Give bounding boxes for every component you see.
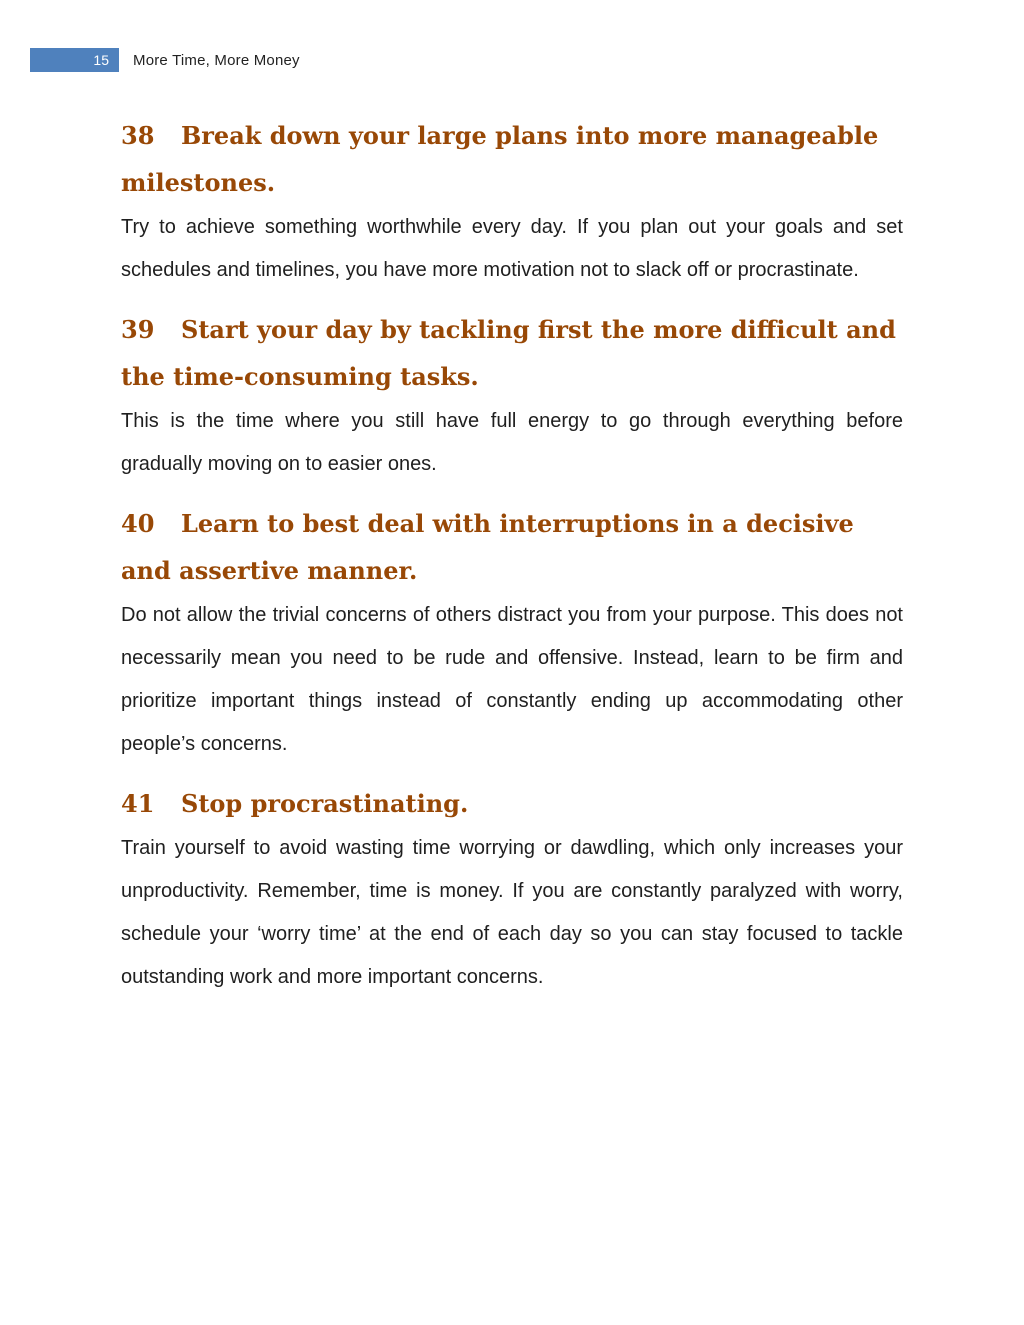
section-heading	[121, 306, 903, 400]
section-body: Try to achieve something worthwhile every day. If you plan out your goals and set schedules and timelines, you have more motivation not to slack off or procrastinate.	[121, 216, 903, 281]
section-number: 39	[121, 315, 155, 344]
section-title: Stop procrastinating.	[181, 789, 469, 818]
section-title: Learn to best deal with interruptions in a decisive and assertive manner.	[121, 509, 854, 585]
running-title: More Time, More Money	[133, 51, 300, 69]
section-title: Break down your large plans into more manageable milestones.	[121, 121, 879, 197]
section-39	[121, 306, 903, 486]
page-content	[121, 112, 903, 1013]
section-number: 38	[121, 121, 155, 150]
page-number: 15	[30, 48, 119, 72]
section-heading	[121, 500, 903, 594]
section-body: This is the time where you still have full energy to go through everything before gradually moving on to easier ones.	[121, 410, 903, 475]
section-body: Train yourself to avoid wasting time worrying or dawdling, which only increases your unproductivity. Remember, time is money. If you are constantly paralyzed with worry, schedule your ‘worry time’ at the end of each day so you can stay focused to tackle outstanding work and more important concerns.	[121, 837, 903, 988]
section-heading	[121, 780, 903, 827]
page-header	[30, 48, 300, 72]
section-heading	[121, 112, 903, 206]
section-title: Start your day by tackling first the more difficult and the time-consuming tasks.	[121, 315, 896, 391]
section-number: 41	[121, 789, 155, 818]
section-body: Do not allow the trivial concerns of others distract you from your purpose. This does not necessarily mean you need to be rude and offensive. Instead, learn to be firm and prioritize important things instead of constantly ending up accommodating other people’s concerns.	[121, 604, 903, 755]
section-38	[121, 112, 903, 292]
section-40	[121, 500, 903, 766]
section-number: 40	[121, 509, 155, 538]
section-41	[121, 780, 903, 999]
